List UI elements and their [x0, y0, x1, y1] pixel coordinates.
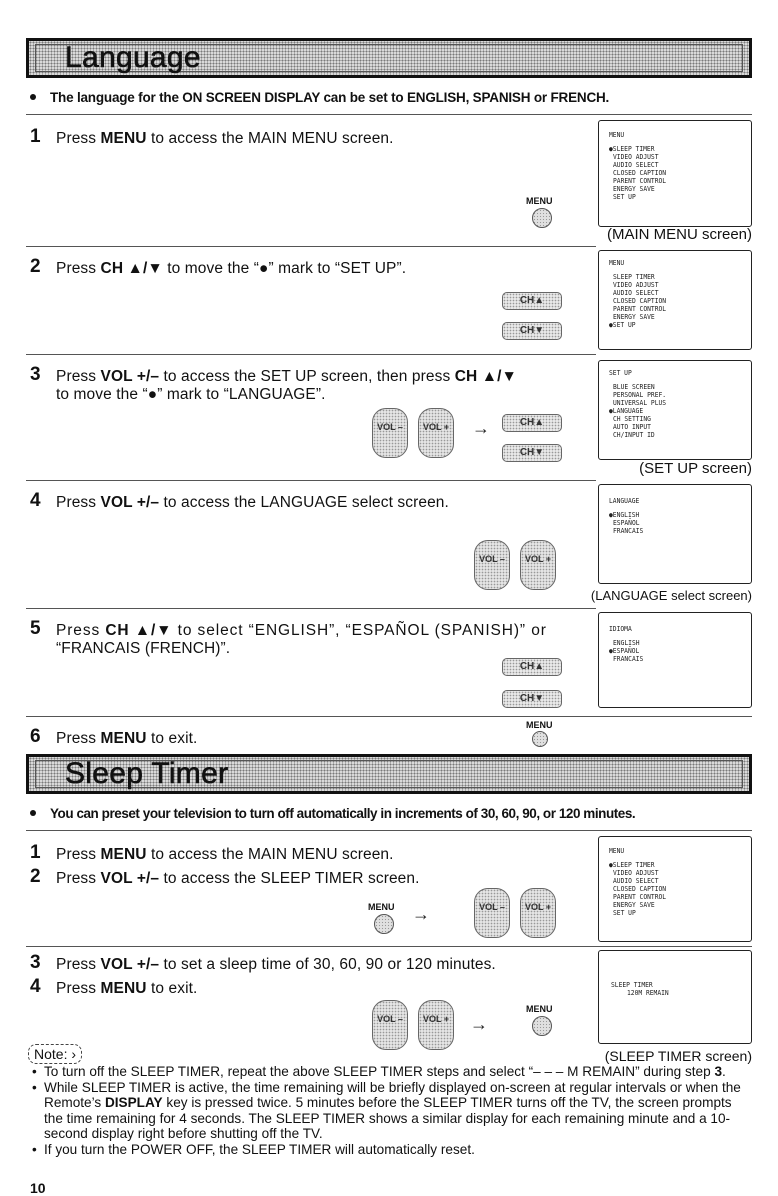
- arrow-icon: →: [472, 418, 490, 438]
- step-number: 1: [30, 842, 41, 863]
- vol-plus-button[interactable]: VOL +: [520, 888, 556, 938]
- setup-caption: (SET UP screen): [639, 460, 752, 477]
- step-number: 2: [30, 256, 41, 277]
- vol-plus-button[interactable]: VOL +: [520, 540, 556, 590]
- divider: [26, 716, 752, 717]
- menu-button-label: MENU: [526, 196, 553, 206]
- step-number: 2: [30, 866, 41, 887]
- menu-button[interactable]: [532, 208, 552, 228]
- sleep-step-3: Press VOL +/– to set a sleep time of 30, 60, 90 or 120 minutes.: [56, 956, 496, 973]
- vol-minus-button[interactable]: VOL –: [474, 540, 510, 590]
- language-select-caption: (LANGUAGE select screen): [590, 588, 752, 603]
- language-intro: The language for the ON SCREEN DISPLAY can be set to ENGLISH, SPANISH or FRENCH.: [30, 90, 609, 105]
- lang-step-1: Press MENU to access the MAIN MENU screen.: [56, 130, 394, 147]
- vol-minus-button[interactable]: VOL –: [372, 1000, 408, 1050]
- ch-down-button[interactable]: CH▼: [502, 444, 562, 462]
- arrow-icon: →: [470, 1014, 488, 1034]
- lang-step-5: Press CH ▲/▼ to select “ENGLISH”, “ESPAÑOL (SPANISH)” or: [56, 622, 547, 639]
- note-label: Note: ›: [28, 1044, 82, 1064]
- sleep-timer-caption: (SLEEP TIMER screen): [604, 1048, 752, 1064]
- language-title: Language: [65, 41, 201, 74]
- ch-up-button[interactable]: CH▲: [502, 658, 562, 676]
- note-item: • If you turn the POWER OFF, the SLEEP TIMER will automatically reset.: [30, 1142, 752, 1158]
- divider: [26, 354, 596, 355]
- sleep-step-4: Press MENU to exit.: [56, 980, 198, 997]
- ch-down-button[interactable]: CH▼: [502, 322, 562, 340]
- main-menu-screen: MENU ●SLEEP TIMER VIDEO ADJUST AUDIO SELECT CLOSED CAPTION PARENT CONTROL ENERGY SAVE SET UP: [598, 120, 752, 227]
- setup-screen: SET UP BLUE SCREEN PERSONAL PREF. UNIVERSAL PLUS ●LANGUAGE CH SETTING AUTO INPUT CH/INPUT ID: [598, 360, 752, 460]
- lang-step-3: Press VOL +/– to access the SET UP screen, then press CH ▲/▼: [56, 368, 517, 385]
- language-banner: [26, 38, 752, 78]
- page-number: 10: [30, 1180, 46, 1196]
- ch-up-button[interactable]: CH▲: [502, 292, 562, 310]
- lang-step-4: Press VOL +/– to access the LANGUAGE select screen.: [56, 494, 449, 511]
- lang-step-5-line2: “FRANCAIS (FRENCH)”.: [56, 640, 231, 657]
- ch-down-button[interactable]: CH▼: [502, 690, 562, 708]
- step-number: 3: [30, 952, 41, 973]
- ch-up-button[interactable]: CH▲: [502, 414, 562, 432]
- menu-button[interactable]: [532, 731, 548, 747]
- sleep-intro: You can preset your television to turn off automatically in increments of 30, 60, 90, or 120 minutes.: [30, 806, 635, 821]
- step-number: 4: [30, 490, 41, 511]
- vol-plus-button[interactable]: VOL +: [418, 408, 454, 458]
- note-item: • While SLEEP TIMER is active, the time remaining will be briefly displayed on-screen at regular intervals or when the Remote’s DISPLAY key is pressed twice. 5 minutes before the SLEEP TIMER turns off the TV, the screen prompts the time remaining for 4 seconds. The SLEEP TIMER shows a similar display for each remaining minute and a 10-second display right before shutting off the TV.: [30, 1080, 752, 1142]
- divider: [26, 830, 752, 831]
- vol-plus-button[interactable]: VOL +: [418, 1000, 454, 1050]
- step-number: 4: [30, 976, 41, 997]
- divider: [26, 608, 596, 609]
- menu-button[interactable]: [374, 914, 394, 934]
- arrow-icon: →: [412, 904, 430, 924]
- divider: [26, 114, 752, 115]
- divider: [26, 246, 596, 247]
- step-number: 6: [30, 726, 41, 747]
- notes-list: [30, 1064, 752, 1157]
- sleep-step-2: Press VOL +/– to access the SLEEP TIMER screen.: [56, 870, 420, 887]
- lang-step-6: Press MENU to exit.: [56, 730, 198, 747]
- menu-button[interactable]: [532, 1016, 552, 1036]
- sleep-banner: [26, 754, 752, 794]
- sleep-title: Sleep Timer: [65, 757, 229, 790]
- divider: [26, 480, 596, 481]
- menu-button-label: MENU: [368, 902, 395, 912]
- lang-step-3-line2: to move the “●” mark to “LANGUAGE”.: [56, 386, 326, 403]
- main-menu-caption: (MAIN MENU screen): [606, 226, 752, 243]
- main-menu-setup-screen: MENU SLEEP TIMER VIDEO ADJUST AUDIO SELECT CLOSED CAPTION PARENT CONTROL ENERGY SAVE ●SET UP: [598, 250, 752, 350]
- step-number: 1: [30, 126, 41, 147]
- lang-step-2: Press CH ▲/▼ to move the “●” mark to “SET UP”.: [56, 260, 407, 277]
- sleep-main-menu-screen: MENU ●SLEEP TIMER VIDEO ADJUST AUDIO SELECT CLOSED CAPTION PARENT CONTROL ENERGY SAVE SET UP: [598, 836, 752, 942]
- menu-button-label: MENU: [526, 1004, 553, 1014]
- sleep-timer-screen: SLEEP TIMER 120M REMAIN: [598, 950, 752, 1044]
- idioma-screen: IDIOMA ENGLISH ●ESPAÑOL FRANCAIS: [598, 612, 752, 708]
- sleep-step-1: Press MENU to access the MAIN MENU screen.: [56, 846, 394, 863]
- vol-minus-button[interactable]: VOL –: [372, 408, 408, 458]
- divider: [26, 946, 752, 947]
- vol-minus-button[interactable]: VOL –: [474, 888, 510, 938]
- note-item: • To turn off the SLEEP TIMER, repeat the above SLEEP TIMER steps and select “– – – M REMAIN” during step 3.: [30, 1064, 752, 1080]
- menu-button-label: MENU: [526, 720, 553, 730]
- language-select-screen: LANGUAGE ●ENGLISH ESPAÑOL FRANCAIS: [598, 484, 752, 584]
- step-number: 3: [30, 364, 41, 385]
- step-number: 5: [30, 618, 41, 639]
